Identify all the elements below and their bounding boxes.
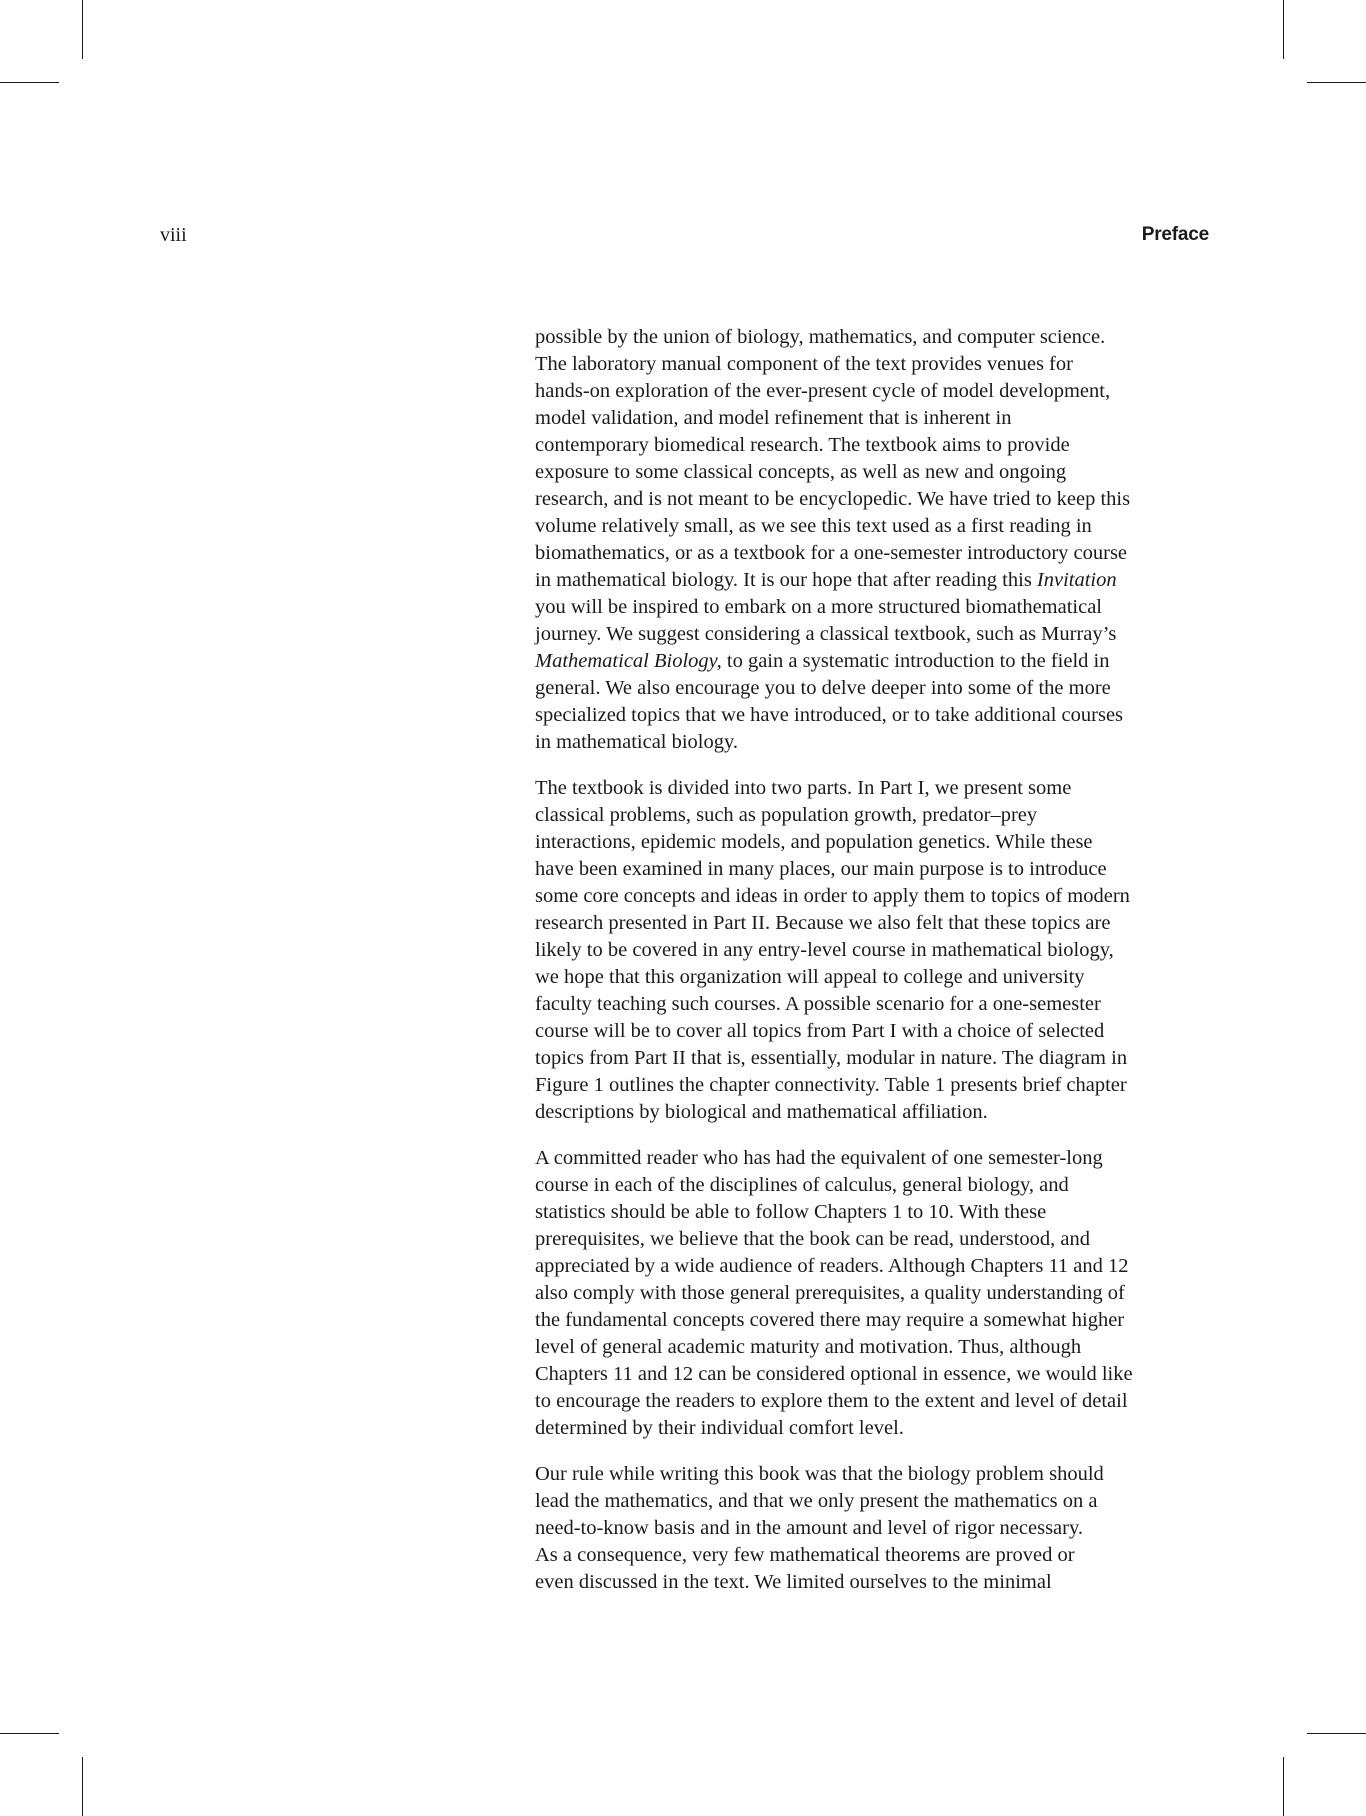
- text-run: likely to be covered in any entry-level course in mathematical biology,: [535, 939, 1114, 961]
- text-line: [535, 1388, 1211, 1415]
- text-line: [535, 1334, 1211, 1361]
- paragraph: [535, 1461, 1211, 1596]
- text-run: As a consequence, very few mathematical theorems are proved or: [535, 1544, 1075, 1566]
- text-line: [535, 829, 1211, 856]
- text-line: [535, 351, 1211, 378]
- text-line: [535, 459, 1211, 486]
- text-run: research presented in Part II. Because we also felt that these topics are: [535, 912, 1111, 934]
- text-line: [535, 486, 1211, 513]
- text-line: [535, 1307, 1211, 1334]
- text-run: biomathematics, or as a textbook for a one-semester introductory course: [535, 542, 1128, 564]
- text-line: [535, 937, 1211, 964]
- text-run: classical problems, such as population growth, predator–prey: [535, 804, 1038, 826]
- text-run: lead the mathematics, and that we only present the mathematics on a: [535, 1490, 1098, 1512]
- crop-mark-top-left-vertical: [82, 0, 83, 59]
- text-line: [535, 1099, 1211, 1126]
- text-run: Chapters 11 and 12 can be considered optional in essence, we would like: [535, 1363, 1133, 1385]
- page-number: viii: [160, 224, 187, 246]
- text-line: [535, 1018, 1211, 1045]
- text-run: statistics should be able to follow Chapters 1 to 10. With these: [535, 1201, 1047, 1223]
- text-line: [535, 1045, 1211, 1072]
- text-run: we hope that this organization will appeal to college and university: [535, 966, 1085, 988]
- text-line: [535, 1199, 1211, 1226]
- text-run: A committed reader who has had the equivalent of one semester-long: [535, 1147, 1103, 1169]
- text-run: prerequisites, we believe that the book can be read, understood, and: [535, 1228, 1091, 1250]
- text-line: [535, 1072, 1211, 1099]
- text-line: [535, 910, 1211, 937]
- text-run: research, and is not meant to be encyclopedic. We have tried to keep this: [535, 488, 1131, 510]
- text-line: [535, 567, 1211, 594]
- section-title: Preface: [1141, 224, 1209, 245]
- text-line: [535, 802, 1211, 829]
- crop-mark-bottom-right-vertical: [1283, 1757, 1284, 1816]
- text-line: [535, 675, 1211, 702]
- text-line: [535, 513, 1211, 540]
- text-run: Figure 1 outlines the chapter connectivity. Table 1 presents brief chapter: [535, 1074, 1127, 1096]
- text-line: [535, 702, 1211, 729]
- text-run: have been examined in many places, our main purpose is to introduce: [535, 858, 1107, 880]
- text-run: determined by their individual comfort level.: [535, 1417, 904, 1439]
- text-run: possible by the union of biology, mathematics, and computer science.: [535, 326, 1106, 348]
- crop-mark-top-left-horizontal: [0, 82, 59, 83]
- text-run: even discussed in the text. We limited ourselves to the minimal: [535, 1571, 1052, 1593]
- text-line: [535, 1488, 1211, 1515]
- text-run: also comply with those general prerequisites, a quality understanding of: [535, 1282, 1125, 1304]
- text-line: [535, 540, 1211, 567]
- text-line: [535, 378, 1211, 405]
- text-line: [535, 1253, 1211, 1280]
- text-run: The textbook is divided into two parts. In Part I, we present some: [535, 777, 1072, 799]
- text-run: model validation, and model refinement that is inherent in: [535, 407, 1012, 429]
- text-line: [535, 1569, 1211, 1596]
- text-line: [535, 1515, 1211, 1542]
- running-head: [160, 224, 1209, 252]
- crop-mark-bottom-left-vertical: [82, 1757, 83, 1816]
- italic-text: Mathematical Biology,: [535, 650, 722, 672]
- text-line: [535, 1280, 1211, 1307]
- paragraph: [535, 1145, 1211, 1442]
- text-line: [535, 1361, 1211, 1388]
- paragraph: [535, 775, 1211, 1126]
- text-line: [535, 405, 1211, 432]
- text-run: appreciated by a wide audience of readers. Although Chapters 11 and 12: [535, 1255, 1129, 1277]
- text-line: [535, 324, 1211, 351]
- crop-mark-top-right-vertical: [1283, 0, 1284, 59]
- text-line: [535, 621, 1211, 648]
- text-run: course in each of the disciplines of calculus, general biology, and: [535, 1174, 1069, 1196]
- text-line: [535, 729, 1211, 756]
- text-line: [535, 648, 1211, 675]
- text-run: faculty teaching such courses. A possible scenario for a one-semester: [535, 993, 1101, 1015]
- text-run: descriptions by biological and mathematical affiliation.: [535, 1101, 988, 1123]
- text-run: need-to-know basis and in the amount and level of rigor necessary.: [535, 1517, 1084, 1539]
- text-run: in mathematical biology. It is our hope that after reading this: [535, 569, 1037, 591]
- text-line: [535, 1415, 1211, 1442]
- text-line: [535, 775, 1211, 802]
- text-line: [535, 594, 1211, 621]
- text-run: to encourage the readers to explore them to the extent and level of detail: [535, 1390, 1128, 1412]
- body-text-column: [535, 324, 1211, 1615]
- text-run: you will be inspired to embark on a more structured biomathematical: [535, 596, 1103, 618]
- text-run: in mathematical biology.: [535, 731, 739, 753]
- text-line: [535, 1226, 1211, 1253]
- text-run: specialized topics that we have introduced, or to take additional courses: [535, 704, 1124, 726]
- text-run: the fundamental concepts covered there may require a somewhat higher: [535, 1309, 1125, 1331]
- text-line: [535, 991, 1211, 1018]
- text-run: contemporary biomedical research. The textbook aims to provide: [535, 434, 1070, 456]
- crop-mark-bottom-left-horizontal: [0, 1733, 59, 1734]
- text-line: [535, 1145, 1211, 1172]
- text-run: topics from Part II that is, essentially, modular in nature. The diagram in: [535, 1047, 1128, 1069]
- text-line: [535, 883, 1211, 910]
- text-run: hands-on exploration of the ever-present cycle of model development,: [535, 380, 1111, 402]
- text-run: general. We also encourage you to delve deeper into some of the more: [535, 677, 1111, 699]
- text-line: [535, 432, 1211, 459]
- paragraph: [535, 324, 1211, 756]
- text-line: [535, 1172, 1211, 1199]
- text-line: [535, 856, 1211, 883]
- text-run: The laboratory manual component of the text provides venues for: [535, 353, 1073, 375]
- text-line: [535, 1542, 1211, 1569]
- text-run: Our rule while writing this book was that the biology problem should: [535, 1463, 1104, 1485]
- text-run: interactions, epidemic models, and population genetics. While these: [535, 831, 1093, 853]
- text-run: exposure to some classical concepts, as well as new and ongoing: [535, 461, 1067, 483]
- text-run: volume relatively small, as we see this text used as a first reading in: [535, 515, 1092, 537]
- text-run: level of general academic maturity and motivation. Thus, although: [535, 1336, 1082, 1358]
- text-run: some core concepts and ideas in order to apply them to topics of modern: [535, 885, 1130, 907]
- text-run: journey. We suggest considering a classical textbook, such as Murray’s: [535, 623, 1117, 645]
- crop-mark-bottom-right-horizontal: [1307, 1733, 1366, 1734]
- text-run: course will be to cover all topics from Part I with a choice of selected: [535, 1020, 1105, 1042]
- crop-mark-top-right-horizontal: [1307, 82, 1366, 83]
- italic-text: Invitation: [1036, 569, 1117, 591]
- text-line: [535, 964, 1211, 991]
- text-run: to gain a systematic introduction to the field in: [721, 650, 1110, 672]
- text-line: [535, 1461, 1211, 1488]
